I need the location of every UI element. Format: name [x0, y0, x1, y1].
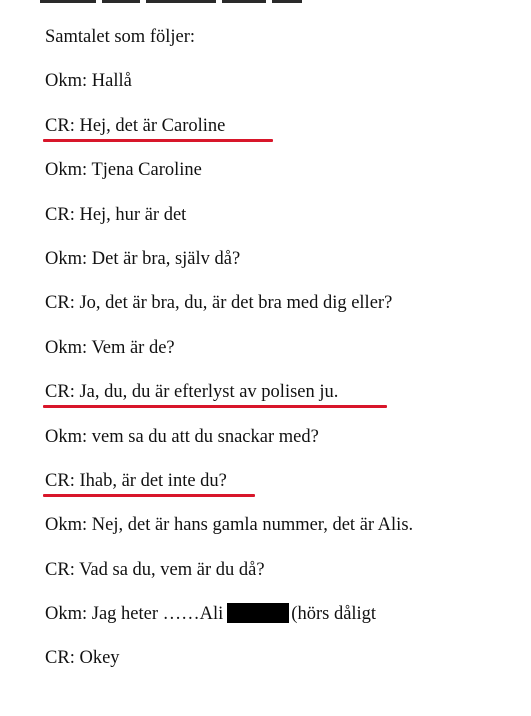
speaker-label: Okm : — [45, 249, 92, 269]
transcript-line — [45, 248, 515, 270]
speaker-label: Okm : — [45, 515, 92, 535]
line-text: Hej, hur är det — [79, 204, 187, 225]
transcript-intro: Samtalet som följer: — [45, 27, 196, 47]
speaker-label: CR : — [45, 560, 79, 580]
line-text: Tjena Caroline — [91, 160, 202, 181]
line-text: Ihab, är det inte du? — [79, 470, 227, 491]
transcript-line — [45, 381, 515, 403]
line-text: Vem är de? — [91, 337, 175, 358]
line-text: Nej, det är hans gamla nummer, det är Alis. — [91, 515, 414, 536]
line-text-before-redaction: Jag heter ……Ali — [91, 604, 224, 625]
transcript-line — [45, 292, 515, 314]
line-text-after-redaction: (hörs dåligt — [291, 604, 377, 625]
red-underline — [43, 139, 273, 142]
transcript-line — [45, 603, 515, 625]
speaker-label: Okm : — [45, 604, 92, 624]
speaker-label: Okm : — [45, 71, 92, 91]
speaker-label: CR : — [45, 116, 79, 136]
speaker-label: CR : — [45, 293, 79, 313]
transcript-line — [45, 559, 515, 581]
red-underline — [43, 494, 255, 497]
line-text: Okey — [79, 648, 120, 669]
transcript-line — [45, 337, 515, 359]
speaker-label: CR : — [45, 648, 79, 668]
line-text: Hallå — [91, 71, 132, 92]
line-text: Ja, du, du är efterlyst av polisen ju. — [79, 382, 339, 403]
transcript-line — [45, 204, 515, 226]
transcript-line — [45, 70, 515, 92]
speaker-label: CR : — [45, 382, 79, 402]
line-text: Det är bra, själv då? — [91, 248, 241, 269]
transcript-line — [45, 426, 515, 448]
line-text: Vad sa du, vem är du då? — [79, 559, 265, 580]
line-text: Hej, det är Caroline — [79, 115, 226, 136]
speaker-label: CR : — [45, 471, 79, 491]
transcript-line — [45, 470, 515, 492]
red-underline — [43, 405, 387, 408]
redaction-box — [227, 603, 289, 623]
transcript-line — [45, 115, 515, 137]
transcript-line — [45, 647, 515, 669]
line-text: Jo, det är bra, du, är det bra med dig eller? — [79, 293, 393, 314]
speaker-label: Okm : — [45, 427, 92, 447]
transcript — [45, 26, 515, 692]
line-text: vem sa du att du snackar med? — [91, 426, 319, 447]
speaker-label: Okm : — [45, 160, 91, 180]
transcript-line — [45, 159, 515, 181]
speaker-label: Okm : — [45, 338, 91, 358]
transcript-line — [45, 514, 515, 536]
speaker-label: CR : — [45, 205, 79, 225]
cropped-heading-line — [40, 0, 310, 4]
